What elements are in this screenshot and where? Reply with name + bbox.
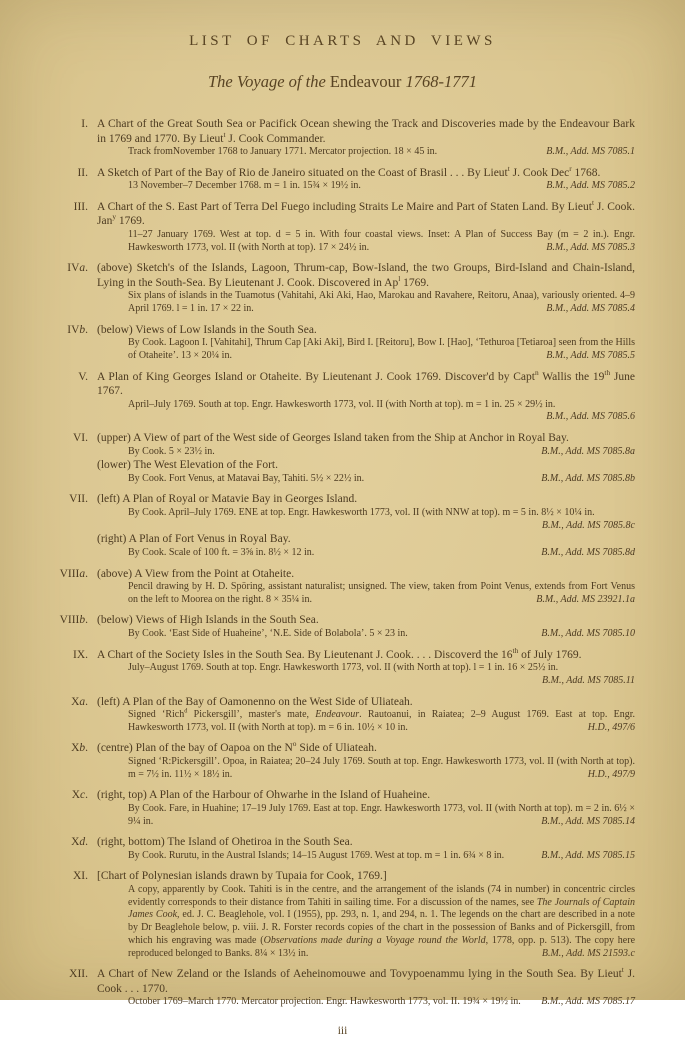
entry-body — [97, 492, 635, 559]
entry-detail: By Cook. ‘East Side of Huaheine’, ‘N.E. Side of Bolabola’. 5 × 23 in. B.M., Add. MS 7085.10 — [128, 627, 635, 639]
entry-reference: B.M., Add. MS 7085.3 — [546, 241, 635, 253]
entry-detail: Signed ‘Rich$^d$ Pickersgill’, master's mate, Endeavour. Rautoanui, in Raiatea; 2–9 August 1769. East at top. Engr. Hawkesworth 1773, vol. II (with North at top). m = 6 in. 10½ × 10 in. H.D., 497/6 — [128, 707, 636, 733]
entry-title: A Chart of New Zeland or the Islands of Aeheinomouwe and Tovypoenammu lying in the South Sea. By Lieut$^t$ J. Cook . . . 1770. — [97, 965, 635, 995]
entry-xii — [38, 967, 635, 1009]
entry-body — [97, 613, 635, 640]
entry-ivb — [38, 323, 635, 363]
entry-title: (upper) A View of part of the West side of Georges Island taken from the Ship at Anchor in Royal Bay. — [97, 432, 569, 445]
entry-reference: B.M., Add. MS 7085.4 — [546, 303, 635, 315]
entry-reference: B.M., Add. MS 23921.1a — [536, 593, 635, 605]
entry-number: III. — [73, 200, 88, 213]
entry-body — [97, 835, 635, 862]
entry-reference: B.M., Add. MS 7085.10 — [541, 627, 635, 639]
entry-reference: B.M., Add. MS 7085.15 — [541, 849, 635, 861]
entry-reference: B.M., Add. MS 7085.17 — [541, 996, 635, 1008]
entry-detail: By Cook. Scale of 100 ft. = 3⅝ in. 8½ × 12 in. B.M., Add. MS 7085.8d — [128, 546, 635, 558]
entry-number: IVb. — [67, 323, 88, 336]
entry-detail: By Cook. April–July 1769. ENE at top. Engr. Hawkesworth 1773, vol. II (with NNW at top). m = 5 in. 8½ × 10¼ in. B.M., Add. MS 7085.8c — [128, 506, 635, 531]
entry-body — [97, 367, 635, 424]
entry-viiib — [38, 613, 635, 640]
entry-title: (left) A Plan of the Bay of Oamonenno on the West Side of Uliateah. — [97, 695, 413, 708]
entry-title: (centre) Plan of the bay of Oapoa on the $N^o$ Side of Uliateah. — [97, 739, 377, 755]
entry-ii — [38, 163, 635, 193]
entry-reference: B.M., Add. MS 7085.14 — [541, 815, 635, 827]
entry-xb — [38, 741, 635, 781]
entry-iii — [38, 200, 635, 254]
entries-list — [38, 117, 635, 1009]
entry-number: IX. — [72, 648, 88, 661]
entry-detail: Track fromNovember 1768 to January 1771. Mercator projection. 18 × 45 in. B.M., Add. MS 7085.1 — [128, 146, 635, 157]
entry-detail: By Cook. Fare, in Huahine; 17–19 July 1769. East at top. Engr. Hawkesworth 1773, vol. II (with North at top). m = 2 in. 6½ × 9¼ in. B.M., Add. MS 7085.14 — [128, 802, 635, 827]
entry-body — [97, 567, 635, 607]
entry-number: Xd. — [71, 836, 88, 849]
entry-detail: 13 November–7 December 1768. m = 1 in. 15¾ × 19½ in. B.M., Add. MS 7085.2 — [128, 180, 635, 192]
entry-body — [97, 117, 635, 159]
entry-reference: B.M., Add. MS 7085.8a — [541, 445, 635, 457]
page-title: LIST OF CHARTS AND VIEWS — [189, 33, 496, 49]
entry-body — [97, 645, 635, 688]
entry-body — [97, 323, 635, 363]
entry-reference: B.M., Add. MS 7085.2 — [546, 180, 635, 192]
entry-body — [97, 200, 635, 254]
entry-detail: By Cook. Rurutu, in the Austral Islands; 14–15 August 1769. West at top. m = 1 in. 6¾ × 8 in. B.M., Add. MS 7085.15 — [128, 849, 635, 861]
entry-title: A Chart of the Great South Sea or Pacifick Ocean shewing the Track and Discoveries made by the Endeavour Bark in 1769 and 1770. By Lieut$^t$ J. Cook Commander. — [97, 118, 635, 145]
entry-title: A Sketch of Part of the Bay of Rio de Janeiro situated on the Coast of Brasil . . . By Lieut$^t$ J. Cook Dec$^r$ 1768. — [97, 163, 601, 179]
entry-number: VI. — [72, 432, 88, 445]
entry-reference: H.D., 497/9 — [587, 768, 635, 780]
entry-vii — [38, 492, 635, 559]
entry-detail: By Cook. Lagoon I. [Vahitahi], Thrum Cap [Aki Aki], Bird I. [Reitoru], Bow I. [Hao], ‘Tethuroa [Tetiaroa] seen from the Hills of Otaheite’. 13 × 20¼ in. B.M., Add. MS 7085.5 — [128, 337, 635, 361]
entry-xa — [38, 695, 635, 735]
entry-detail: Signed ‘R:Pickersgill’. Opoa, in Raiatea; 20–24 July 1769. South at top. Engr. Hawkesworth 1773, vol. II (with North at top). m = 7½ in. 11½ × 18½ in. H.D., 497/9 — [128, 755, 635, 780]
entry-title: A Chart of the S. East Part of Terra Del Fuego including Straits Le Maire and Part of Staten Land. By Lieut$^t$ J. Cook. Jan$^y$ 1769. — [97, 198, 635, 228]
entry-xc — [38, 788, 635, 828]
entry-v — [38, 367, 635, 424]
entry-number: VII. — [69, 493, 88, 506]
entry-reference: B.M., Add. MS 7085.8c — [541, 519, 635, 531]
entry-iva — [38, 261, 635, 315]
entry-detail: July–August 1769. South at top. Engr. Hawkesworth 1773, vol. II (with North at top). l = 1 in. 16 × 25½ in. B.M., Add. MS 7085.11 — [128, 662, 635, 686]
entry-body — [97, 869, 635, 960]
entry-detail: April–July 1769. South at top. Engr. Hawkesworth 1773, vol. II (with North at top). m = 1 in. 25 × 29½ in. B.M., Add. MS 7085.6 — [128, 398, 635, 423]
entry-body — [97, 741, 635, 781]
entry-detail: Pencil drawing by H. D. Spöring, assistant naturalist; unsigned. The view, taken from Point Venus, extends from Fort Venus on the left to Moorea on the right. 8 × 35¼ in. B.M., Add. MS 23921.1a — [128, 581, 635, 605]
entry-vi — [38, 431, 635, 485]
entry-body — [97, 967, 635, 1009]
subtitle-voyage-text: The Voyage of the — [208, 72, 326, 91]
entry-viiia — [38, 567, 635, 607]
entry-reference: B.M., Add. MS 7085.6 — [546, 411, 635, 423]
entry-number: Xb. — [71, 742, 88, 755]
entry-reference: B.M., Add. MS 21593.c — [541, 947, 635, 959]
entry-number: Xa. — [71, 695, 88, 708]
entry-body — [97, 163, 635, 193]
entry-detail: By Cook. Fort Venus, at Matavai Bay, Tahiti. 5½ × 22½ in. B.M., Add. MS 7085.8b — [128, 472, 635, 484]
entry-title: (right, bottom) The Island of Ohetiroa in the South Sea. — [97, 836, 353, 849]
entry-number: I. — [81, 118, 88, 130]
entry-title: A Plan of King Georges Island or Otaheite. By Lieutenant J. Cook 1769. Discover'd by Capt$^n$ Wallis the 19th June 1767. — [97, 367, 635, 398]
entry-title: (below) Views of Low Islands in the South Sea. — [97, 323, 317, 336]
entry-number: VIIIb. — [59, 614, 88, 627]
entry-title: (below) Views of High Islands in the South Sea. — [97, 614, 319, 627]
entry-reference: B.M., Add. MS 7085.8d — [541, 546, 635, 558]
entry-title: (above) A View from the Point at Otaheite. — [97, 567, 295, 580]
entry-number: II. — [77, 166, 88, 179]
entry-detail: Six plans of islands in the Tuamotus (Vahitahi, Aki Aki, Hao, Marokau and Ravahere, Reitoru, Anaa), variously oriented. 4–9 April 1769. l = 1 in. 17 × 22 in. B.M., Add. MS 7085.4 — [128, 290, 635, 315]
entry-detail: October 1769–March 1770. Mercator projection. Engr. Hawkesworth 1773, vol. II. 19¾ × 19½ in. B.M., Add. MS 7085.17 — [128, 996, 635, 1008]
entry-reference: H.D., 497/6 — [587, 721, 635, 733]
entry-xd — [38, 835, 635, 862]
entry-reference: B.M., Add. MS 7085.5 — [546, 349, 635, 361]
entry-title: (right, top) A Plan of the Harbour of Ohwarhe in the Island of Huaheine. — [97, 789, 431, 802]
entry-title: A Chart of the Society Isles in the South Sea. By Lieutenant J. Cook. . . . Discoverd the 16th of July 1769. — [97, 645, 582, 661]
entry-title: (right) A Plan of Fort Venus in Royal Bay. — [97, 533, 291, 546]
entry-body — [97, 261, 635, 315]
entry-number: XI. — [72, 870, 88, 883]
entry-number: IVa. — [67, 262, 88, 275]
entry-body — [97, 788, 635, 828]
entry-detail: By Cook. 5 × 23½ in. B.M., Add. MS 7085.8a — [128, 445, 635, 457]
entry-ix — [38, 645, 635, 688]
entry-body — [97, 431, 635, 485]
section-subtitle — [0, 72, 685, 92]
entry-number: VIIIa. — [59, 567, 88, 580]
entry-title: (lower) The West Elevation of the Fort. — [97, 459, 279, 472]
subtitle-ship-name: Endeavour — [329, 72, 402, 91]
entry-body — [97, 695, 635, 735]
entry-reference: B.M., Add. MS 7085.8b — [541, 472, 635, 484]
entry-title: (left) A Plan of Royal or Matavie Bay in Georges Island. — [97, 493, 358, 506]
entry-reference: B.M., Add. MS 7085.1 — [546, 146, 635, 157]
entry-number: V. — [78, 370, 88, 383]
entry-number: XII. — [69, 968, 88, 981]
entry-reference: B.M., Add. MS 7085.11 — [542, 674, 635, 686]
entry-detail: 11–27 January 1769. West at top. d = 5 in. With four coastal views. Inset: A Plan of Success Bay (m = 2 in.). Engr. Hawkesworth 1773, vol. II (with North at top). 17 × 24½ in. B.M., Add. MS 7085.3 — [128, 228, 635, 253]
entry-number: Xc. — [71, 789, 88, 802]
entry-title: (above) Sketch's of the Islands, Lagoon, Thrum-cap, Bow-Island, the two Groups, Bird-Island and Chain-Island, Lying in the South-Sea. By Lieutenant J. Cook. Discovered in Ap$^l$ 1769. — [97, 262, 635, 289]
entry-title: [Chart of Polynesian islands drawn by Tupaia for Cook, 1769.] — [97, 870, 387, 883]
subtitle-years: 1768-1771 — [405, 72, 477, 91]
entry-xi — [38, 869, 635, 960]
entry-i — [38, 117, 635, 159]
entry-detail: A copy, apparently by Cook. Tahiti is in the centre, and the arrangement of the islands (74 in number) in concentric circles evidently corresponds to their distance from Tahiti in sailing time. For a discussion of the names, see The Journals of Captain James Cook, ed. J. C. Beaglehole, vol. I (1955), pp. 293, n. 1, and 294, n. 1. The legends on the chart are described in a note by Dr Beaglehole below, p. viii. J. R. Forster records copies of the chart in the possession of Banks and of Pickersgill, from which his engraving was made (Observations made during a Voyage round the World, 1778, opp. p. 513). The copy here reproduced belonged to Banks. 8¼ × 13½ in. B.M., Add. MS 21593.c — [128, 883, 636, 959]
page-number: iii — [337, 1024, 348, 1037]
